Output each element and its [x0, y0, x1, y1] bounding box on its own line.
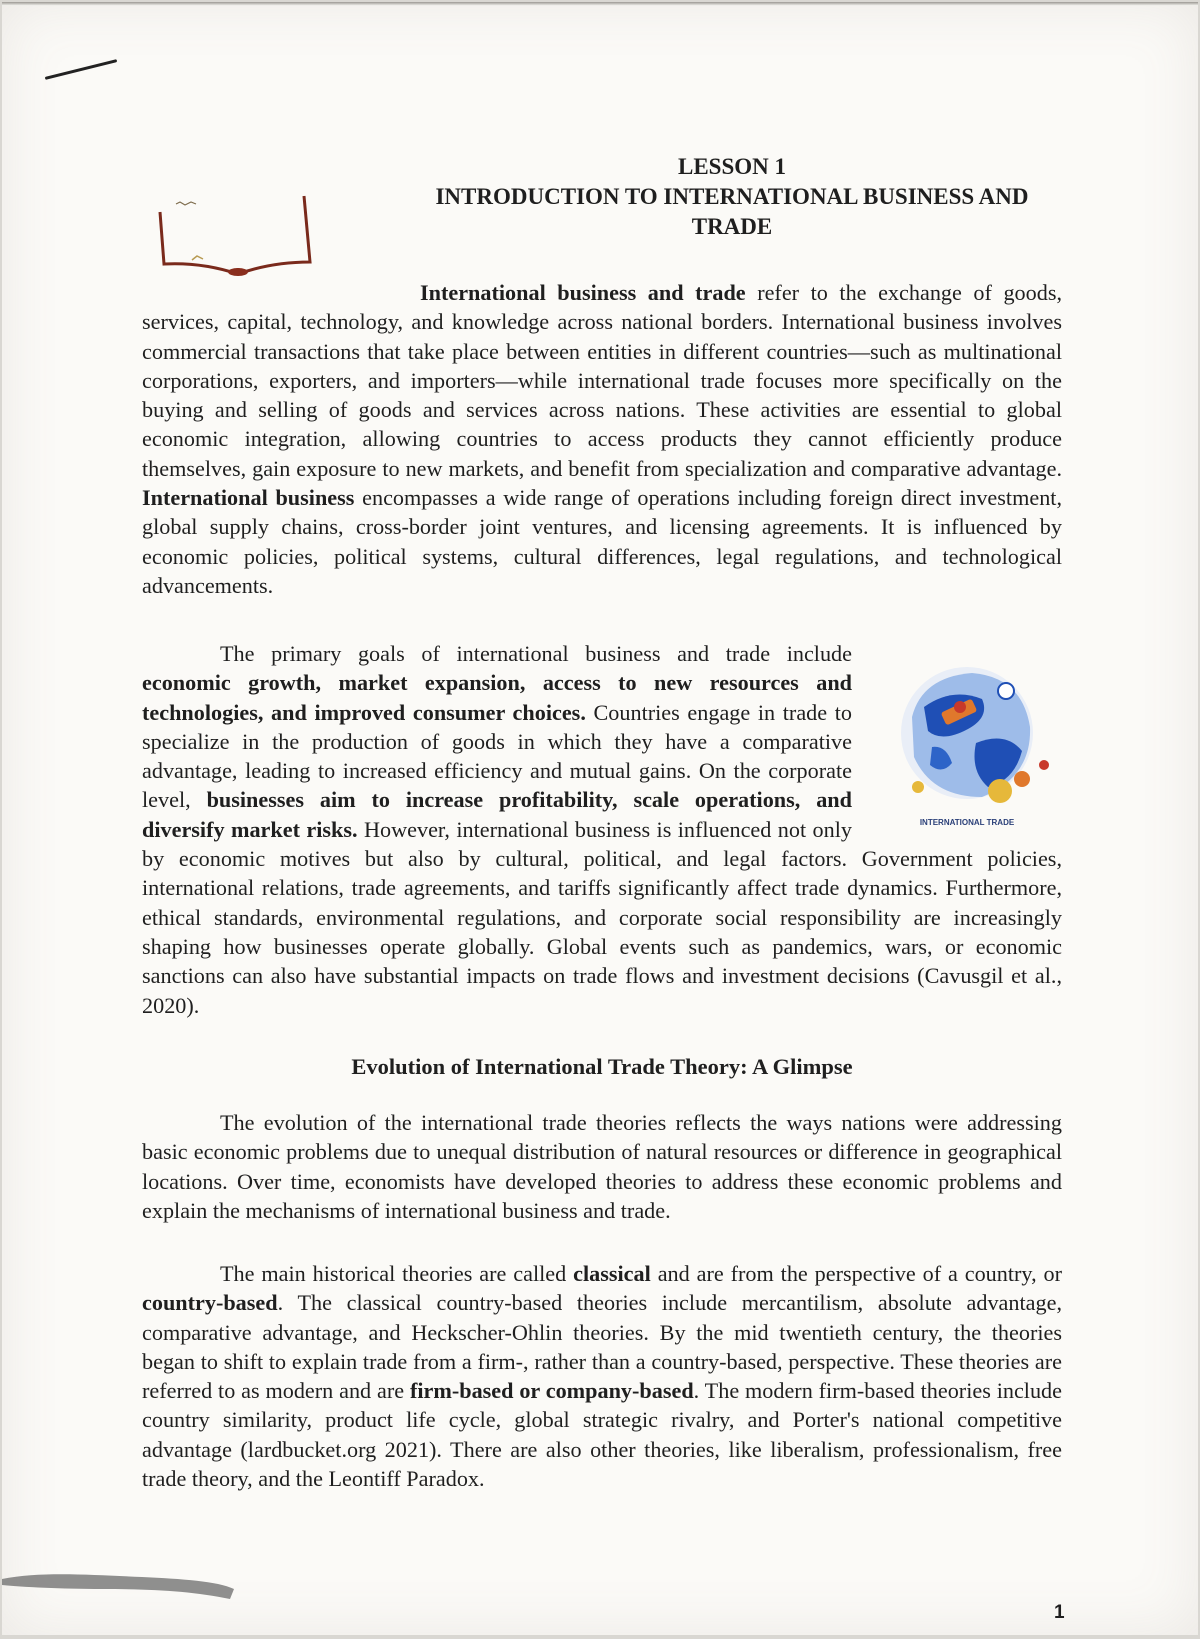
intro-paragraph	[142, 278, 1062, 600]
corporate-goals-bold-phrase: businesses aim to increase profitability, scale operations, and diversify market risks.	[142, 787, 852, 842]
term-international-business: International business	[142, 485, 355, 511]
scan-smudge	[2, 1567, 242, 1601]
paragraph-text: The main historical theories are called	[220, 1261, 574, 1286]
section-heading: Evolution of International Trade Theory: A Glimpse	[351, 1054, 853, 1079]
paragraph-text: and are from the perspective of a country, or	[650, 1261, 1062, 1286]
term-classical: classical	[573, 1261, 651, 1286]
page-number: 1	[1054, 1602, 1065, 1623]
lesson-number: LESSON 1	[677, 154, 786, 179]
globe-trade-icon	[872, 647, 1062, 837]
lesson-header	[402, 152, 1062, 242]
paragraph-text: Countries engage in trade to specialize in the production of goods in which they have a comparative advantage, leading to increased efficiency and mutual gains. On the corporate level,	[142, 699, 852, 813]
paragraph-text: refer to the exchange of goods, services, capital, technology, and knowledge across national borders. International business involves commercial transactions that take place between entities in different countries—such as multinational corporations, exporters, and importers—while international trade focuses more specifically on the buying and selling of goods and services across nations. These activities are essential to global economic integration, allowing countries to access products they cannot efficiently produce themselves, gain exposure to new markets, and benefit from specialization and comparative advantage.	[142, 280, 1063, 481]
goals-paragraph	[142, 639, 1062, 1020]
term-firm-based: firm-based or company-based	[409, 1378, 694, 1404]
theories-paragraph	[142, 1259, 1062, 1493]
pen-mark	[45, 59, 118, 80]
paragraph-text: . The modern firm-based theories include country similarity, product life cycle, global strategic rivalry, and Porter's national competitive advantage (lardbucket.org 2021). There are also other theories, like liberalism, professionalism, free trade theory, and the Leontiff Paradox.	[142, 1378, 1062, 1492]
document-page	[2, 2, 1198, 1635]
paragraph-text: The evolution of the international trade theories reflects the ways nations were addressing basic economic problems due to unequal distribution of natural resources or difference in geographical locations. Over time, economists have developed theories to address these economic problems and explain the mechanisms of international business and trade.	[142, 1110, 1062, 1223]
paragraph-text: The primary goals of international business and trade include	[220, 641, 852, 666]
term-international-business-and-trade: International business and trade	[420, 280, 746, 305]
lesson-title: INTRODUCTION TO INTERNATIONAL BUSINESS AND TRADE	[435, 184, 1029, 239]
paragraph-text: . The classical country-based theories include mercantilism, absolute advantage, comparative advantage, and Heckscher-Ohlin theories. By the mid twentieth century, the theories began to shift to explain trade from a firm-, rather than a country-based, perspective. These theories are referred to as modern and are	[142, 1290, 1062, 1404]
evolution-paragraph	[142, 1108, 1062, 1225]
open-book-icon	[152, 192, 322, 282]
term-country-based: country-based	[142, 1290, 278, 1316]
goals-bold-phrase: economic growth, market expansion, access to new resources and technologies, and improved consumer choices.	[142, 670, 852, 725]
page-top-edge	[2, 2, 1198, 6]
paragraph-text: However, international business is influenced not only by economic motives but also by cultural, political, and legal factors. Government policies, international relations, trade agreements, and tariffs significantly affect trade dynamics. Furthermore, ethical standards, environmental regulations, and corporate social responsibility are increasingly shaping how businesses operate globally. Global events such as pandemics, wars, or economic sanctions can also have substantial impacts on trade flows and investment decisions (Cavusgil et al., 2020).	[142, 816, 1062, 1018]
figure-caption: INTERNATIONAL TRADE	[919, 818, 1015, 827]
paragraph-text: encompasses a wide range of operations including foreign direct investment, global supply chains, cross-border joint ventures, and licensing agreements. It is influenced by economic policies, political systems, cultural differences, legal regulations, and technological advancements.	[142, 485, 1062, 598]
